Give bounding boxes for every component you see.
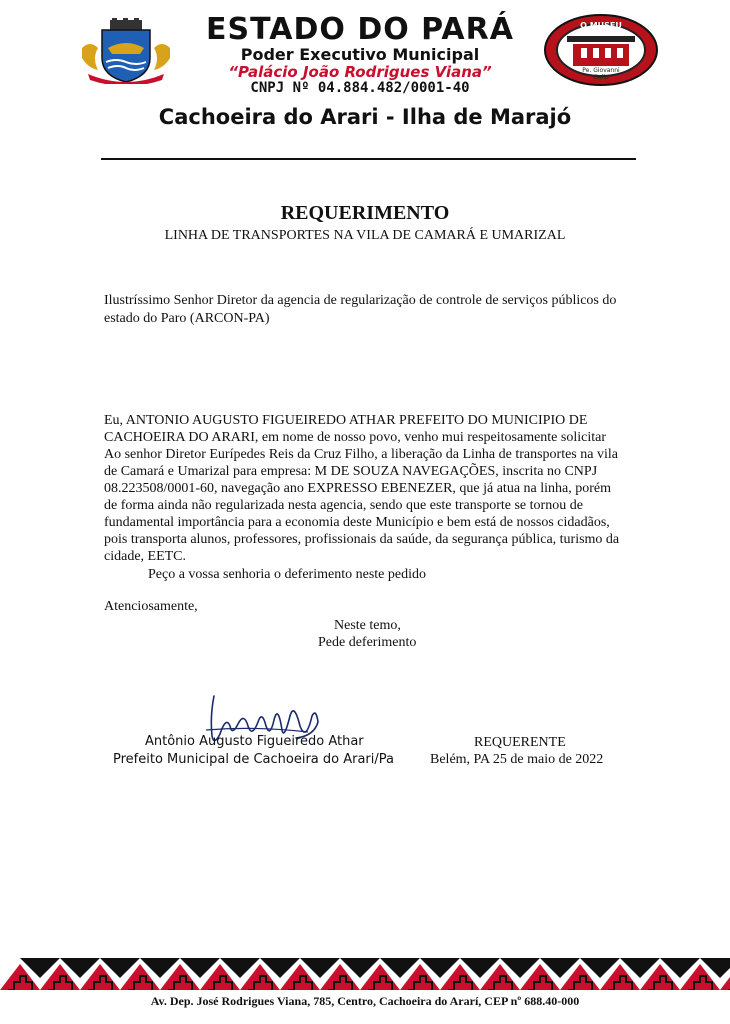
signer-title: Prefeito Municipal de Cachoeira do Arari/Pa [113,752,394,767]
place-and-date: Belém, PA 25 de maio de 2022 [430,752,604,767]
header-palace: “Palácio João Rodrigues Viana” [228,63,492,81]
document-subtitle: LINHA DE TRANSPORTES NA VILA DE CAMARÁ E UMARIZAL [164,228,566,243]
document-title: REQUERIMENTO [280,202,450,224]
termos-line-1: Neste temo, [334,618,401,633]
addressee-paragraph: Ilustríssimo Senhor Diretor da agencia de regularização de controle de serviços públicos do estado do Paro (ARCON-PA) [104,293,617,326]
termos-line-2: Pede deferimento [318,635,417,650]
municipal-coat-of-arms [78,18,174,84]
signer-name: Antônio Augusto Figueiredo Athar [145,734,364,749]
header-divider [101,158,636,160]
request-paragraph: Eu, ANTONIO AUGUSTO FIGUEIREDO ATHAR PREFEITO DO MUNICIPIO DE CACHOEIRA DO ARARI, em nome de nosso povo, venho mui respeitosamente solicitar Ao senhor Diretor Eurípedes Reis da Cruz Filho, a liberação da Linha de transportes na vila de Camará e Umarizal para empresa: M DE SOUZA NAVEGAÇÕES, inscrita no CNPJ 08.223508/0001-60, navegação ano EXPRESSO EBENEZER, que já atua na linha, porém de forma ainda não regularizada nesta agencia, sendo que este transporte se tornou de fundamental importância para a economia deste Município e bem está de nossos cidadãos, pois transporta alunos, professores, profissionais da saúde, da segurança pública, turismo da cidade, EETC. [104,413,620,564]
seal-text-4: Gallo [593,74,609,81]
regards-line: Atenciosamente, [104,599,198,614]
header-municipality: Cachoeira do Arari - Ilha de Marajó [158,105,572,129]
requerente-label: REQUERENTE [474,735,566,750]
header-executive: Poder Executivo Municipal [240,45,480,64]
closing-line: Peço a vossa senhoria o deferimento neste pedido [148,567,426,582]
seal-text-3: Pe. Giovanni [582,67,620,74]
header-title: ESTADO DO PARÁ [206,12,514,47]
footer-address: Av. Dep. José Rodrigues Viana, 785, Centro, Cachoeira do Ararí, CEP nº 688.40-000 [150,994,580,1008]
marajoara-pattern-band [0,958,730,990]
header-cnpj: CNPJ Nº 04.884.482/0001-40 [250,80,470,96]
museu-do-marajo-seal [543,14,659,86]
seal-text-1: O MUSEU [580,21,622,30]
